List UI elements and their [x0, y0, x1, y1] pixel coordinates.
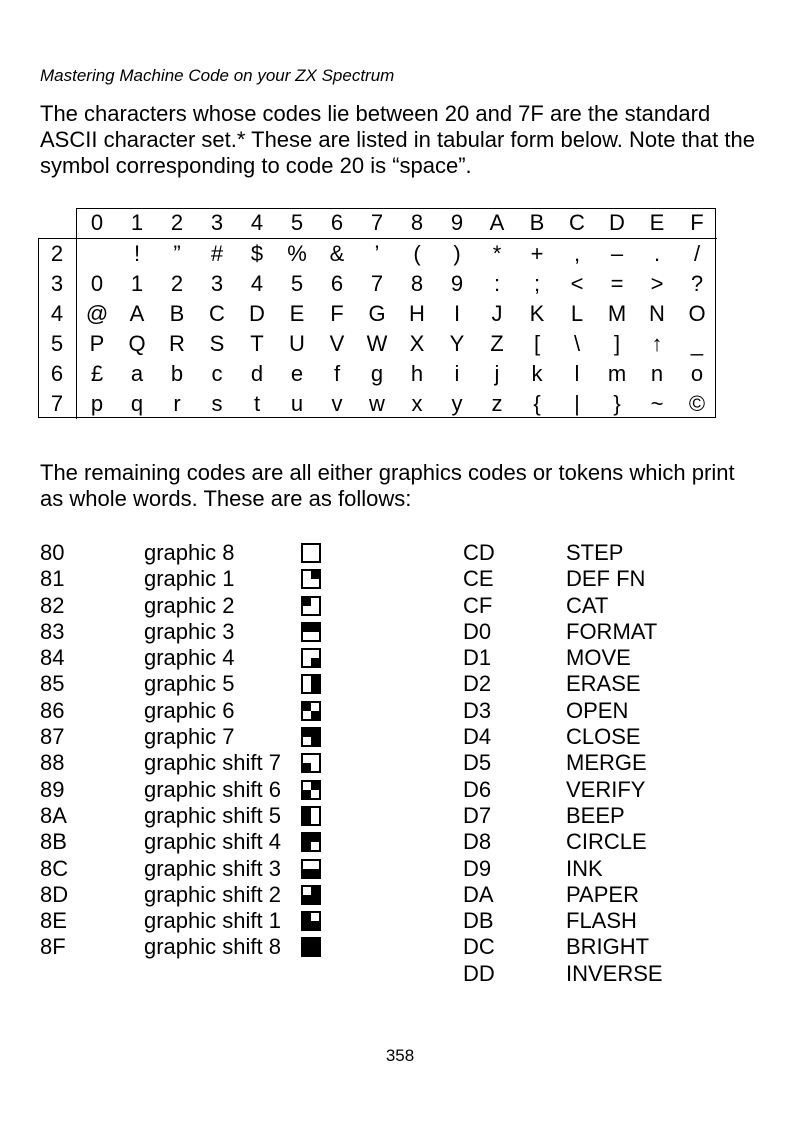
table-cell: x: [411, 391, 423, 416]
graphics-name: graphic shift 5: [144, 802, 281, 828]
table-cell: <: [570, 271, 584, 296]
graphics-row: [40, 619, 370, 645]
column-header: E: [637, 208, 677, 239]
table-cell: ©: [688, 391, 706, 416]
block-graphic-icon: [301, 569, 321, 589]
table-left-border: [38, 238, 39, 419]
table-cell: =: [610, 271, 624, 296]
table-cell: ’: [374, 241, 380, 266]
block-quadrant: [311, 939, 319, 947]
graphics-code: 81: [40, 566, 65, 592]
table-cell: }: [613, 391, 621, 416]
block-graphic-icon: [301, 543, 321, 563]
graphics-row: [40, 593, 370, 619]
token-name: CLOSE: [566, 724, 641, 750]
table-cell: L: [570, 301, 584, 326]
block-quadrant: [311, 782, 319, 790]
block-quadrant: [303, 763, 311, 771]
table-cell: u: [290, 391, 304, 416]
block-quadrant: [311, 869, 319, 877]
column-header: F: [677, 208, 717, 239]
graphics-row: [40, 750, 370, 776]
table-cell: A: [129, 301, 145, 326]
block-quadrant: [311, 676, 319, 684]
token-row: [463, 566, 763, 592]
token-name: OPEN: [566, 697, 629, 723]
graphics-name: graphic 1: [144, 566, 235, 592]
token-code: D6: [463, 776, 492, 802]
block-quadrant: [311, 887, 319, 895]
table-cell: $: [250, 241, 264, 266]
table-cell: U: [289, 331, 305, 356]
block-graphic-icon: [301, 937, 321, 957]
table-cell: (: [413, 241, 421, 266]
table-row: [38, 389, 717, 419]
token-name: INVERSE: [566, 960, 663, 986]
graphics-row: [40, 645, 370, 671]
table-cell: E: [289, 301, 305, 326]
graphics-code: 8D: [40, 881, 69, 907]
row-header: 7: [38, 389, 77, 419]
block-quadrant: [303, 869, 311, 877]
token-code: D5: [463, 750, 492, 776]
column-header: 2: [157, 208, 197, 239]
graphics-row: [40, 671, 370, 697]
token-row: [463, 856, 763, 882]
graphics-code: 8B: [40, 829, 67, 855]
ascii-character-table: [38, 208, 717, 419]
token-code: D0: [463, 618, 492, 644]
table-cell: D: [249, 301, 265, 326]
table-cell: h: [410, 361, 424, 386]
row-header: 3: [38, 269, 77, 299]
table-cell: n: [650, 361, 664, 386]
table-cell: 8: [410, 271, 424, 296]
graphics-codes-list: [40, 540, 370, 961]
table-cell: 4: [250, 271, 264, 296]
table-cell: W: [366, 331, 388, 356]
table-cell: y: [451, 391, 463, 416]
table-cell: p: [90, 391, 104, 416]
table-row: [38, 269, 717, 299]
table-cell: Q: [128, 331, 146, 356]
block-graphic-icon: [301, 859, 321, 879]
table-cell: 3: [210, 271, 224, 296]
table-cell: l: [574, 361, 580, 386]
column-header: C: [557, 208, 597, 239]
graphics-code: 85: [40, 671, 65, 697]
table-cell: r: [173, 391, 181, 416]
token-name: CAT: [566, 592, 609, 618]
table-cell: #: [210, 241, 224, 266]
token-name: VERIFY: [566, 776, 646, 802]
running-header: Mastering Machine Code on your ZX Spectrum: [40, 66, 395, 85]
table-cell: !: [133, 241, 141, 266]
token-code: CE: [463, 566, 494, 592]
block-graphic-icon: [301, 701, 321, 721]
table-cell: {: [533, 391, 541, 416]
token-code: D2: [463, 671, 492, 697]
column-header: 9: [437, 208, 477, 239]
token-name: STEP: [566, 540, 624, 565]
token-name: INK: [566, 855, 603, 881]
column-header: 6: [317, 208, 357, 239]
block-graphic-icon: [301, 885, 321, 905]
block-quadrant: [303, 939, 311, 947]
graphics-code: 83: [40, 618, 65, 644]
page-number: 358: [385, 1046, 415, 1065]
table-cell: [77, 239, 118, 270]
table-cell: ?: [690, 271, 704, 296]
graphics-name: graphic 2: [144, 592, 235, 618]
table-header-row: [38, 208, 717, 239]
token-row: [463, 803, 763, 829]
graphics-name: graphic shift 2: [144, 881, 281, 907]
table-cell: c: [211, 361, 223, 386]
token-row: [463, 540, 763, 566]
table-cell: /: [693, 241, 701, 266]
block-graphic-icon: [301, 622, 321, 642]
table-cell: S: [209, 331, 225, 356]
graphics-row: [40, 882, 370, 908]
block-quadrant: [311, 737, 319, 745]
table-cell: d: [250, 361, 264, 386]
graphics-name: graphic 4: [144, 645, 235, 671]
table-cell: g: [370, 361, 384, 386]
block-quadrant: [303, 947, 311, 955]
column-header: 5: [277, 208, 317, 239]
table-cell: z: [491, 391, 503, 416]
block-quadrant: [311, 711, 319, 719]
table-cell: M: [607, 301, 627, 326]
graphics-name: graphic 3: [144, 618, 235, 644]
block-graphic-icon: [301, 806, 321, 826]
table-cell: w: [369, 391, 385, 416]
block-quadrant: [303, 921, 311, 929]
token-row: [463, 961, 763, 987]
column-header: 0: [77, 208, 118, 239]
row-header: 4: [38, 299, 77, 329]
token-codes-list: [463, 540, 763, 987]
token-row: [463, 777, 763, 803]
graphics-row: [40, 540, 370, 566]
remaining-codes-paragraph: The remaining codes are all either graphics codes or tokens which print as whole words. These are as follows:: [40, 460, 735, 511]
table-cell: e: [290, 361, 304, 386]
token-row: [463, 619, 763, 645]
graphics-row: [40, 829, 370, 855]
graphics-name: graphic shift 6: [144, 776, 281, 802]
column-header: 1: [117, 208, 157, 239]
token-name: PAPER: [566, 881, 639, 907]
block-quadrant: [303, 790, 311, 798]
table-cell: 7: [370, 271, 384, 296]
table-row: [38, 299, 717, 329]
block-graphic-icon: [301, 648, 321, 668]
block-quadrant: [303, 895, 311, 903]
graphics-name: graphic shift 1: [144, 908, 281, 934]
block-quadrant: [303, 834, 311, 842]
table-cell: ~: [650, 391, 664, 416]
graphics-code: 8C: [40, 855, 69, 881]
table-cell: [: [533, 331, 541, 356]
table-cell: q: [130, 391, 144, 416]
graphics-name: graphic shift 3: [144, 855, 281, 881]
graphics-row: [40, 908, 370, 934]
graphics-name: graphic shift 7: [144, 750, 281, 776]
table-cell: B: [169, 301, 185, 326]
table-cell: £: [90, 361, 104, 386]
table-cell: :: [493, 271, 501, 296]
token-code: D9: [463, 855, 492, 881]
table-cell: 5: [290, 271, 304, 296]
column-header: A: [477, 208, 517, 239]
table-cell: ,: [573, 241, 581, 266]
header-left-border: [76, 208, 77, 239]
table-cell: 9: [450, 271, 464, 296]
token-name: BRIGHT: [566, 934, 650, 960]
graphics-code: 87: [40, 724, 65, 750]
graphics-name: graphic 8: [144, 540, 235, 565]
table-cell: T: [250, 331, 264, 356]
block-graphic-icon: [301, 911, 321, 931]
column-header: 8: [397, 208, 437, 239]
intro-paragraph: The characters whose codes lie between 20 and 7F are the standard ASCII character set.* These are listed in tabular form below. Note that the symbol corresponding to code 20 is “space”.: [40, 101, 755, 178]
block-quadrant: [311, 947, 319, 955]
graphics-code: 8E: [40, 908, 67, 934]
table-cell: ]: [613, 331, 621, 356]
table-cell: Z: [490, 331, 504, 356]
graphics-row: [40, 698, 370, 724]
block-quadrant: [311, 834, 319, 842]
graphics-name: graphic 7: [144, 724, 235, 750]
token-name: MERGE: [566, 750, 647, 776]
block-quadrant: [303, 842, 311, 850]
table-cell: –: [610, 241, 624, 266]
table-cell: i: [454, 361, 460, 386]
graphics-code: 88: [40, 750, 65, 776]
table-cell: .: [653, 241, 661, 266]
table-cell: ): [453, 241, 461, 266]
graphics-name: graphic shift 4: [144, 829, 281, 855]
table-cell: >: [650, 271, 664, 296]
token-code: D1: [463, 645, 492, 671]
graphics-row: [40, 803, 370, 829]
token-code: D4: [463, 724, 492, 750]
table-cell: t: [253, 391, 261, 416]
table-cell: f: [333, 361, 341, 386]
table-cell: 1: [130, 271, 144, 296]
token-code: DC: [463, 934, 495, 960]
block-quadrant: [311, 921, 319, 929]
column-header: 3: [197, 208, 237, 239]
table-cell: b: [170, 361, 184, 386]
token-row: [463, 671, 763, 697]
block-quadrant: [303, 729, 311, 737]
block-graphic-icon: [301, 674, 321, 694]
table-cell: R: [169, 331, 185, 356]
table-cell: C: [209, 301, 225, 326]
token-row: [463, 934, 763, 960]
token-code: CF: [463, 592, 493, 618]
table-row: [38, 239, 717, 270]
table-row: [38, 329, 717, 359]
table-top-border: [76, 208, 717, 209]
table-cell: 0: [90, 271, 104, 296]
token-code: DB: [463, 908, 494, 934]
token-name: BEEP: [566, 802, 625, 828]
token-code: CD: [463, 540, 495, 565]
table-cell: m: [607, 361, 627, 386]
block-quadrant: [311, 684, 319, 692]
block-quadrant: [303, 816, 311, 824]
table-cell: j: [494, 361, 500, 386]
graphics-row: [40, 566, 370, 592]
table-cell: ;: [533, 271, 541, 296]
table-cell: P: [89, 331, 105, 356]
table-cell: J: [491, 301, 503, 326]
table-cell: Y: [449, 331, 465, 356]
table-cell: o: [690, 361, 704, 386]
row-header: 5: [38, 329, 77, 359]
graphics-code: 82: [40, 592, 65, 618]
table-cell: *: [492, 241, 502, 266]
token-row: [463, 908, 763, 934]
column-header: B: [517, 208, 557, 239]
token-code: DA: [463, 881, 494, 907]
table-cell: ↑: [651, 331, 663, 356]
table-cell: \: [573, 331, 581, 356]
table-cell: H: [409, 301, 425, 326]
table-cell: ”: [173, 241, 181, 266]
block-quadrant: [303, 598, 311, 606]
token-code: DD: [463, 960, 495, 986]
block-graphic-icon: [301, 832, 321, 852]
graphics-code: 84: [40, 645, 65, 671]
token-row: [463, 645, 763, 671]
graphics-name: graphic 5: [144, 671, 235, 697]
table-cell: _: [690, 331, 704, 356]
token-row: [463, 829, 763, 855]
table-cell: G: [368, 301, 386, 326]
table-corner-cell: [38, 208, 77, 239]
table-cell: 6: [330, 271, 344, 296]
block-quadrant: [311, 624, 319, 632]
token-name: MOVE: [566, 645, 631, 671]
table-cell: %: [287, 241, 307, 266]
graphics-code: 80: [40, 540, 65, 565]
block-quadrant: [311, 729, 319, 737]
graphics-row: [40, 934, 370, 960]
block-graphic-icon: [301, 596, 321, 616]
block-quadrant: [303, 624, 311, 632]
graphics-name: graphic 6: [144, 697, 235, 723]
graphics-code: 89: [40, 776, 65, 802]
row-header: 2: [38, 239, 77, 270]
table-cell: |: [574, 391, 580, 416]
table-cell: 2: [170, 271, 184, 296]
table-cell: k: [531, 361, 543, 386]
block-quadrant: [311, 571, 319, 579]
table-cell: X: [409, 331, 425, 356]
table-cell: a: [130, 361, 144, 386]
token-row: [463, 724, 763, 750]
block-quadrant: [303, 913, 311, 921]
token-row: [463, 750, 763, 776]
table-cell: @: [85, 301, 109, 326]
graphics-row: [40, 856, 370, 882]
token-row: [463, 593, 763, 619]
row-header: 6: [38, 359, 77, 389]
token-code: D7: [463, 802, 492, 828]
token-row: [463, 698, 763, 724]
block-quadrant: [303, 703, 311, 711]
table-cell: I: [453, 301, 461, 326]
token-name: FLASH: [566, 908, 637, 934]
graphics-code: 86: [40, 697, 65, 723]
token-name: DEF FN: [566, 566, 646, 592]
table-cell: O: [688, 301, 706, 326]
graphics-row: [40, 724, 370, 750]
token-name: ERASE: [566, 671, 641, 697]
column-header: D: [597, 208, 637, 239]
graphics-code: 8F: [40, 934, 66, 960]
table-cell: s: [211, 391, 223, 416]
column-header: 7: [357, 208, 397, 239]
table-cell: &: [329, 241, 345, 266]
token-name: FORMAT: [566, 618, 658, 644]
token-row: [463, 882, 763, 908]
table-row: [38, 359, 717, 389]
graphics-name: graphic shift 8: [144, 934, 281, 960]
token-code: D3: [463, 697, 492, 723]
table-cell: F: [330, 301, 344, 326]
table-cell: v: [331, 391, 343, 416]
block-quadrant: [311, 658, 319, 666]
block-quadrant: [303, 808, 311, 816]
table-cell: V: [329, 331, 345, 356]
token-code: D8: [463, 829, 492, 855]
block-graphic-icon: [301, 753, 321, 773]
table-cell: K: [529, 301, 545, 326]
table-cell: N: [649, 301, 665, 326]
graphics-code: 8A: [40, 802, 67, 828]
table-cell: +: [530, 241, 544, 266]
block-quadrant: [311, 895, 319, 903]
block-graphic-icon: [301, 780, 321, 800]
column-header: 4: [237, 208, 277, 239]
token-name: CIRCLE: [566, 829, 647, 855]
block-graphic-icon: [301, 727, 321, 747]
graphics-row: [40, 777, 370, 803]
